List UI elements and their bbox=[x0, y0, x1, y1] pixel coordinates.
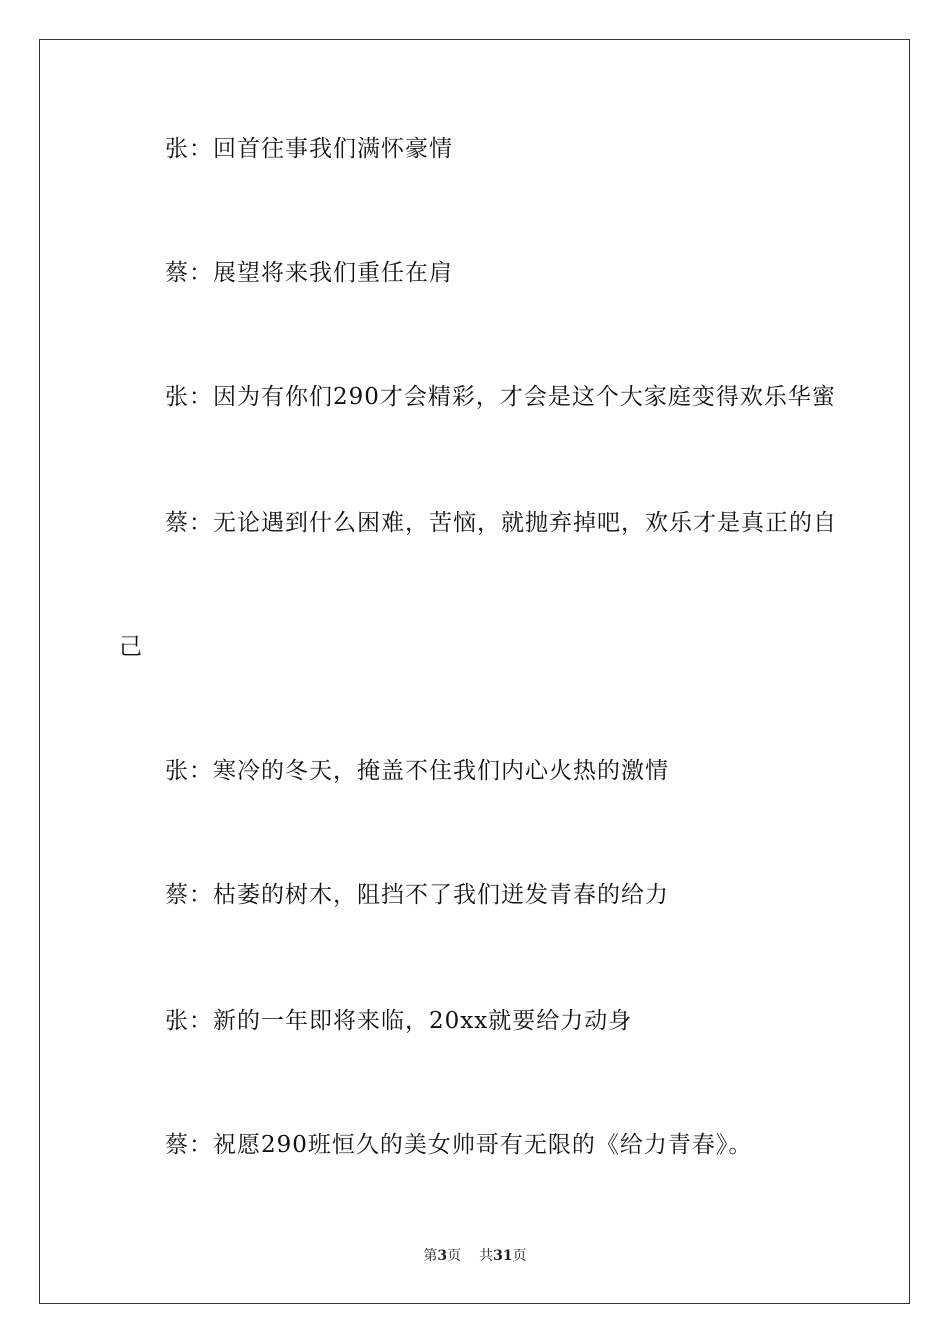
dialogue-line-3: 张：因为有你们290才会精彩，才会是这个大家庭变得欢乐华蜜 bbox=[165, 384, 836, 410]
dialogue-line-6: 蔡：枯萎的树木，阻挡不了我们迸发青春的给力 bbox=[165, 882, 669, 908]
footer-page-prefix: 第 bbox=[423, 1248, 438, 1264]
dialogue-line-8: 蔡：祝愿290班恒久的美女帅哥有无限的《给力青春》。 bbox=[165, 1132, 753, 1158]
footer-total-prefix: 共 bbox=[479, 1248, 494, 1264]
footer-page-suffix: 页 bbox=[447, 1248, 462, 1264]
footer-page-total: 31 bbox=[493, 1248, 513, 1264]
dialogue-line-5: 张：寒冷的冬天，掩盖不住我们内心火热的激情 bbox=[165, 758, 669, 784]
dialogue-line-2: 蔡：展望将来我们重任在肩 bbox=[165, 260, 453, 286]
footer-total-suffix: 页 bbox=[512, 1248, 527, 1264]
page-border bbox=[39, 39, 910, 1304]
dialogue-line-7: 张：新的一年即将来临，20xx就要给力动身 bbox=[165, 1008, 633, 1034]
page-footer bbox=[0, 1246, 950, 1266]
footer-page-current: 3 bbox=[437, 1248, 448, 1264]
dialogue-line-1: 张：回首往事我们满怀豪情 bbox=[165, 136, 453, 162]
dialogue-line-4: 蔡：无论遇到什么困难，苦恼，就抛弃掉吧，欢乐才是真正的自 bbox=[165, 510, 837, 536]
dialogue-line-4-continued: 己 bbox=[119, 634, 143, 660]
